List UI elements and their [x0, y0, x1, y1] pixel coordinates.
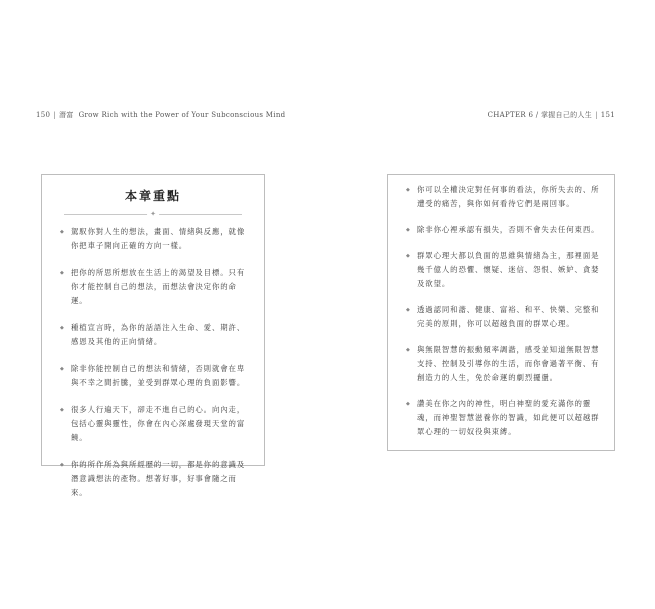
header-right [488, 110, 615, 120]
key-point-text: 駕馭你對人生的想法，畫面、情緒與反應，就像你把車子開向正確的方向一樣。 [71, 227, 246, 250]
page-number-right: 151 [600, 111, 615, 119]
diamond-bullet-icon: ◆ [60, 270, 65, 276]
diamond-bullet-icon: ◆ [60, 462, 65, 468]
book-title-en: Grow Rich with the Power of Your Subconscious Mind [78, 111, 286, 119]
diamond-bullet-icon: ◆ [406, 187, 411, 193]
diamond-bullet-icon: ◆ [60, 325, 65, 331]
key-point-text: 讚美在你之內的神性，明白神聖的愛充滿你的靈魂，而神聖智慧滋養你的智識，如此便可以超越群眾心理的一切奴役與束縛。 [417, 399, 600, 436]
key-point [406, 397, 600, 439]
key-point-text: 你的所作所為與所經歷的一切，都是你的意識及潛意識想法的產物。想著好事，好事會隨之而來。 [71, 460, 246, 497]
divider-ornament-icon: ✦ [147, 210, 159, 219]
key-point-text: 與無限智慧的振動頻率調諧，感受並知道無限智慧支持、控制及引導你的生活，而你會過著平衡、有創造力的人生，免於命運的劇烈擺盪。 [417, 345, 600, 382]
key-point-text: 你可以全權決定對任何事的看法，你所失去的、所遭受的痛苦，與你如何看待它們是兩回事。 [417, 185, 600, 208]
diamond-bullet-icon: ◆ [60, 366, 65, 372]
diamond-bullet-icon: ◆ [406, 307, 411, 313]
summary-box-right [387, 174, 615, 451]
key-point-text: 透過認同和諧、健康、富裕、和平、快樂、完整和完美的原則，你可以超越負面的群眾心理。 [417, 305, 600, 328]
key-point [60, 362, 250, 390]
key-point [406, 183, 600, 211]
summary-box-left [41, 174, 265, 497]
key-point [406, 223, 600, 237]
key-point [60, 266, 250, 308]
key-point-text: 除非你心裡承認有損失，否則不會失去任何東西。 [417, 225, 600, 234]
diamond-bullet-icon: ◆ [406, 227, 411, 233]
key-point-text: 很多人行遍天下，卻走不進自己的心。向內走，包括心靈與靈性，你會在內心深處發現天堂的富饒。 [71, 405, 246, 442]
page-number-left: 150 [36, 111, 51, 119]
key-point-text: 除非你能控制自己的想法和情緒，否則就會在卑與不幸之間折騰，並受到群眾心理的負面影響。 [71, 364, 246, 387]
header-separator: | [595, 111, 598, 119]
key-point-text: 把你的所思所想放在生活上的渴望及目標。只有你才能控制自己的想法，而想法會決定你的命運。 [71, 268, 246, 305]
diamond-bullet-icon: ◆ [406, 253, 411, 259]
summary-title: 本章重點 [124, 189, 181, 203]
key-points-list-right [406, 183, 600, 451]
chapter-label: CHAPTER 6 / [487, 111, 539, 119]
key-point [60, 225, 250, 253]
diamond-bullet-icon: ◆ [60, 229, 65, 235]
key-point [60, 321, 250, 349]
key-point [406, 249, 600, 291]
header-separator: | [53, 111, 56, 119]
key-points-list-left [60, 225, 250, 513]
diamond-bullet-icon: ◆ [406, 401, 411, 407]
key-point [60, 458, 250, 500]
key-point [406, 303, 600, 331]
book-title-cn: 潛富 [58, 111, 74, 119]
diamond-bullet-icon: ◆ [60, 407, 65, 413]
key-point-text: 群眾心理大都以負面的思維與情緒為主，那裡面是幾千億人的恐懼、懷疑、迷信、怨恨、嫉妒、貪婪及欲望。 [417, 251, 600, 288]
header-left [36, 110, 285, 120]
key-point-text: 種植宣言時，為你的話語注入生命、愛、期許、感恩及其他的正向情緒。 [71, 323, 246, 346]
key-point [60, 403, 250, 445]
key-point [406, 343, 600, 385]
diamond-bullet-icon: ◆ [406, 347, 411, 353]
chapter-title: 掌握自己的人生 [540, 111, 593, 119]
